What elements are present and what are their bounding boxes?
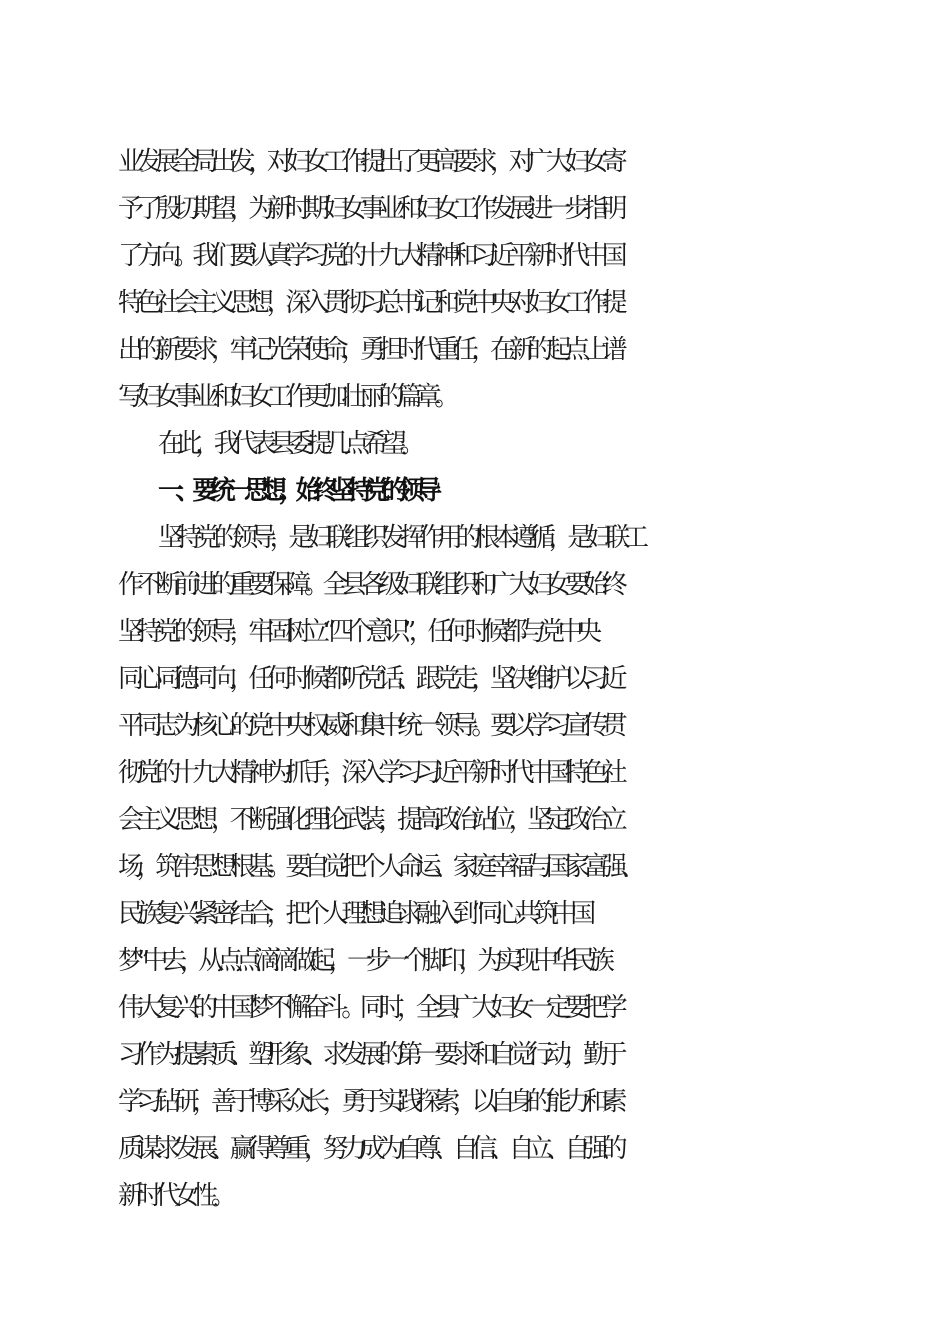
body-text-line: 特色社会主义思想，深入贯彻习总书记和党中央对妇女工作提 bbox=[118, 288, 621, 318]
body-text-line: 场，筑牢思想根基。要自觉把个人命运、家庭幸福与国家富强、 bbox=[118, 852, 639, 882]
body-text-line: 坚持党的领导，牢固树立“四个意识”，任何时候都与党中央 bbox=[118, 617, 595, 647]
body-text-line: 同心同德同向，任何时候都听党话、跟党走，坚决维护以习近 bbox=[118, 664, 621, 694]
body-text-line: 民族复兴紧密结合，把个人理想追求融入到“同心共筑中国 bbox=[118, 899, 589, 929]
body-text-line: 会主义思想，不断强化理论武装，提高政治站位，坚定政治立 bbox=[118, 805, 621, 835]
body-text-line: 平同志为核心的党中央权威和集中统一领导。要以学习宣传贯 bbox=[118, 711, 621, 741]
body-text-line: 彻党的十九大精神为抓手，深入学习习近平新时代中国特色社 bbox=[118, 758, 621, 788]
body-text-line: 作不断前进的重要保障。全县各级妇联组织和广大妇女要始终 bbox=[118, 570, 621, 600]
body-text-line: 梦”中去，从点点滴滴做起，一步一个脚印，为实现中华民族 bbox=[118, 946, 608, 976]
paragraph-first-line: 坚持党的领导，是妇联组织发挥作用的根本遵循，是妇联工 bbox=[158, 523, 642, 553]
body-text-line: 予了殷切期望，为新时期妇女事业和妇女工作发展进一步指明 bbox=[118, 194, 621, 224]
body-text-line: 新时代女性。 bbox=[118, 1181, 230, 1211]
body-text-line: 伟大复兴的中国梦不懈奋斗。同时，全县广大妇女一定要把学 bbox=[118, 993, 621, 1023]
body-text-line: 业发展全局出发，对妇女工作提出了更高要求，对广大妇女寄 bbox=[118, 147, 621, 177]
section-heading: 一、要统一思想，始终坚持党的领导 bbox=[158, 476, 434, 506]
paragraph-intro-line: 在此，我代表县委提几点希望。 bbox=[158, 429, 419, 459]
body-text-line: 出的新要求，牢记光荣使命，勇担时代重任，在新的起点上谱 bbox=[118, 335, 621, 365]
body-text-line: 质谋求发展、赢得尊重，努力成为自尊、自信、自立、自强的 bbox=[118, 1134, 621, 1164]
body-text-line: 习作为提素质、塑形象、求发展的第一要求和自觉行动，勤于 bbox=[118, 1040, 621, 1070]
body-text-line: 了方向。我们要认真学习党的十九大精神和习近平新时代中国 bbox=[118, 241, 621, 271]
body-text-line: 写妇女事业和妇女工作更加壮丽的篇章。 bbox=[118, 382, 453, 412]
body-text-line: 学习钻研，善于博采众长，勇于实践探索，以自身的能力和素 bbox=[118, 1087, 621, 1117]
